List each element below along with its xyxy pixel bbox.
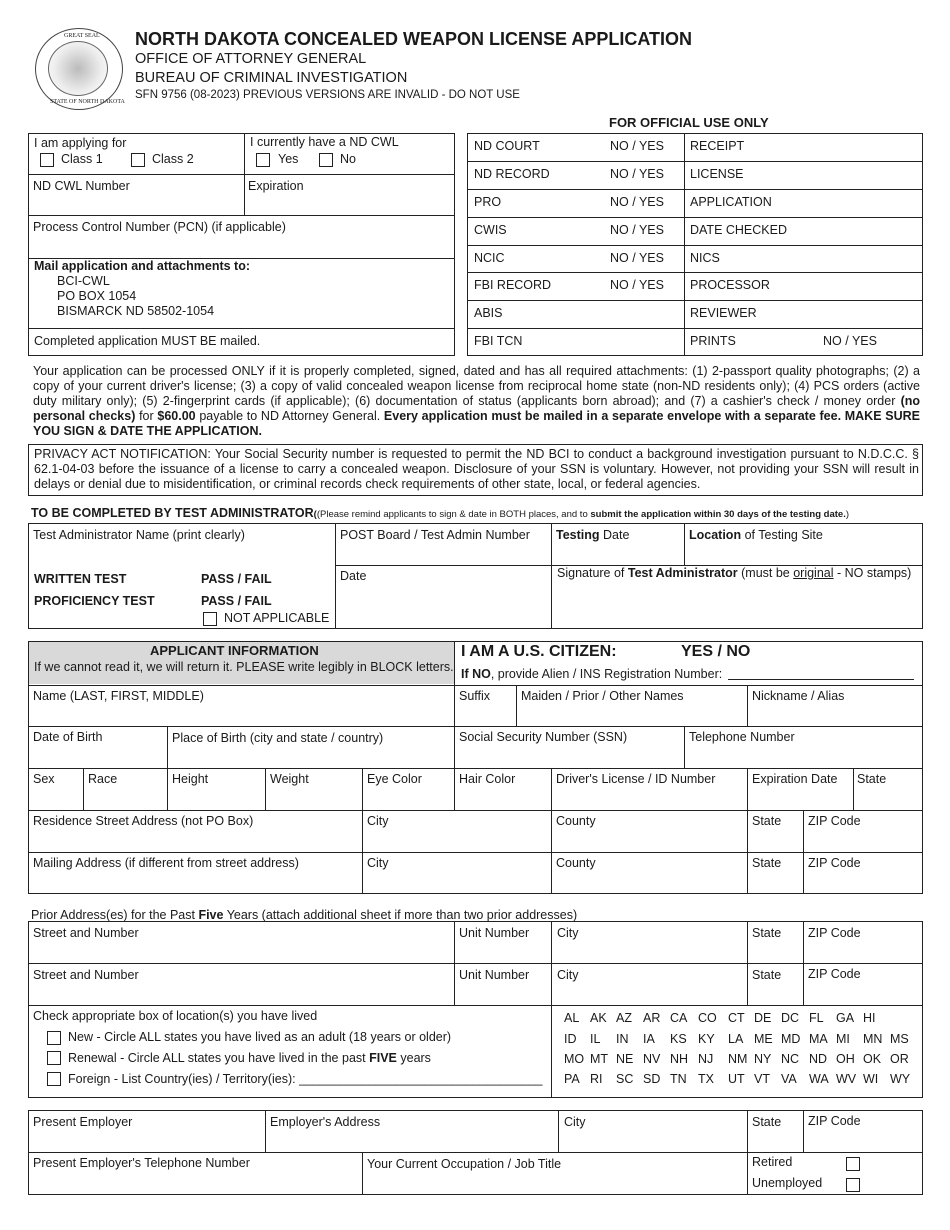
state-option[interactable]: TX — [698, 1072, 714, 1086]
mailing-county-field[interactable]: County — [556, 856, 596, 870]
not-applicable-checkbox[interactable] — [203, 612, 217, 626]
applicant-heading: APPLICANT INFORMATION — [150, 643, 319, 658]
prior2-state-field[interactable]: State — [752, 968, 782, 982]
state-option[interactable]: VA — [781, 1072, 797, 1086]
state-option[interactable]: CO — [698, 1011, 717, 1025]
test-admin-heading: TO BE COMPLETED BY TEST ADMINISTRATOR((Please remind applicants to sign & date in BOTH places, and to submit the application within 30 days of the testing date.) — [31, 506, 850, 520]
new-applicant-checkbox[interactable] — [47, 1031, 61, 1045]
weight-field[interactable]: Weight — [270, 772, 309, 786]
prior1-zip-field[interactable]: ZIP Code — [808, 926, 861, 940]
cwl-expiration-field[interactable]: Expiration — [248, 179, 304, 193]
state-seal-logo — [35, 28, 123, 110]
prior2-zip-field[interactable]: ZIP Code — [808, 967, 861, 981]
official-row-no-yes[interactable]: NO / YES — [610, 251, 664, 265]
residence-zip-field[interactable]: ZIP Code — [808, 814, 861, 828]
official-row-label: FBI RECORD — [474, 278, 552, 292]
prior2-city-field[interactable]: City — [557, 968, 579, 982]
mail-line2: PO BOX 1054 — [57, 289, 137, 303]
current-cwl-label: I currently have a ND CWL — [250, 135, 399, 149]
official-row-label: ABIS — [474, 306, 503, 320]
state-option[interactable]: CA — [670, 1011, 688, 1025]
retired-label: Retired — [752, 1155, 793, 1169]
dob-field[interactable]: Date of Birth — [33, 730, 103, 744]
post-board-field[interactable]: POST Board / Test Admin Number — [340, 528, 530, 542]
state-option[interactable]: UT — [728, 1072, 745, 1086]
prior-address-heading: Prior Address(es) for the Past Five Years (attach additional sheet if more than two prior addresses) — [31, 908, 578, 922]
applying-label: I am applying for — [34, 136, 127, 150]
testing-location-field[interactable]: Location of Testing Site — [689, 528, 823, 542]
state-option[interactable]: MD — [781, 1032, 801, 1046]
state-option[interactable]: VT — [754, 1072, 770, 1086]
state-option[interactable]: ID — [564, 1032, 577, 1046]
state-option[interactable]: NY — [754, 1052, 772, 1066]
state-option[interactable]: AL — [564, 1011, 580, 1025]
current-cwl-no-checkbox[interactable] — [319, 153, 333, 167]
citizen-label: I AM A U.S. CITIZEN: — [461, 643, 617, 660]
state-option[interactable]: OR — [890, 1052, 909, 1066]
official-row-right-label: DATE CHECKED — [690, 223, 788, 237]
applicant-subheading: If we cannot read it, we will return it. PLEASE write legibly in BLOCK letters. — [34, 660, 454, 674]
test-date-field[interactable]: Date — [340, 569, 367, 583]
official-row-no-yes[interactable]: NO / YES — [610, 167, 664, 181]
state-option[interactable]: AR — [643, 1011, 661, 1025]
official-row-label: ND RECORD — [474, 167, 550, 181]
employer-state-field[interactable]: State — [752, 1115, 782, 1129]
class1-label: Class 1 — [61, 152, 103, 166]
drivers-license-field[interactable]: Driver's License / ID Number — [556, 772, 716, 786]
mailing-state-field[interactable]: State — [752, 856, 782, 870]
privacy-text: PRIVACY ACT NOTIFICATION: Your Social Security number is requested to permit the ND BCI to conduct a background investigation pursuant to N.D.C.C. § 62.1-04-03 before the issuance of a license to carry a concealed weapon. Disclosure of your SSN is voluntary. However, not providing your SSN will result in delays or denial due to misidentification, or criminal records check requirements of other state, local, or federal agencies. — [34, 447, 919, 491]
state-option[interactable]: SC — [616, 1072, 634, 1086]
eye-color-field[interactable]: Eye Color — [367, 772, 422, 786]
state-option[interactable]: MA — [809, 1032, 828, 1046]
dl-expiration-field[interactable]: Expiration Date — [752, 772, 838, 786]
state-option[interactable]: AK — [590, 1011, 607, 1025]
mailed-note: Completed application MUST BE mailed. — [34, 334, 261, 348]
foreign-label[interactable]: Foreign - List Country(ies) / Territory(ies): ___________________________________ — [68, 1072, 543, 1086]
official-row-no-yes[interactable]: NO / YES — [610, 195, 664, 209]
state-option[interactable]: ND — [809, 1052, 828, 1066]
official-use-heading: FOR OFFICIAL USE ONLY — [609, 115, 769, 130]
renewal-checkbox[interactable] — [47, 1051, 61, 1065]
state-option[interactable]: IN — [616, 1032, 629, 1046]
state-option[interactable]: SD — [643, 1072, 661, 1086]
prior2-unit-field[interactable]: Unit Number — [459, 968, 530, 982]
alien-registration-line[interactable] — [728, 679, 914, 680]
location-check-label: Check appropriate box of location(s) you have lived — [33, 1009, 318, 1023]
official-row-label: PRO — [474, 195, 502, 209]
residence-state-field[interactable]: State — [752, 814, 782, 828]
state-option[interactable]: PA — [564, 1072, 580, 1086]
official-row-right-label: LICENSE — [690, 167, 744, 181]
state-option[interactable]: WV — [836, 1072, 857, 1086]
state-option[interactable]: MT — [590, 1052, 609, 1066]
employer-address-field[interactable]: Employer's Address — [270, 1115, 381, 1129]
official-row-right-label: REVIEWER — [690, 306, 757, 320]
employer-zip-field[interactable]: ZIP Code — [808, 1114, 861, 1128]
written-pass-fail[interactable]: PASS / FAIL — [201, 572, 272, 586]
official-row-right-label: APPLICATION — [690, 195, 772, 209]
seal-top-text: GREAT SEAL — [64, 33, 100, 39]
form-title: NORTH DAKOTA CONCEALED WEAPON LICENSE APPLICATION — [135, 29, 692, 49]
state-option[interactable]: WY — [890, 1072, 911, 1086]
employer-phone-field[interactable]: Present Employer's Telephone Number — [33, 1156, 250, 1170]
official-row-no-yes[interactable]: NO / YES — [610, 223, 664, 237]
mail-line1: BCI-CWL — [57, 274, 110, 288]
state-option[interactable]: GA — [836, 1011, 855, 1025]
state-option[interactable]: NJ — [698, 1052, 714, 1066]
official-row-no-yes[interactable]: NO / YES — [610, 278, 664, 292]
state-option[interactable]: IL — [590, 1032, 601, 1046]
state-option[interactable]: IA — [643, 1032, 655, 1046]
office-name: OFFICE OF ATTORNEY GENERAL — [135, 51, 367, 67]
state-option[interactable]: OH — [836, 1052, 855, 1066]
occupation-field[interactable]: Your Current Occupation / Job Title — [367, 1157, 562, 1171]
state-option[interactable]: WI — [863, 1072, 879, 1086]
residence-county-field[interactable]: County — [556, 814, 596, 828]
prior1-state-field[interactable]: State — [752, 926, 782, 940]
state-option[interactable]: KS — [670, 1032, 687, 1046]
mailing-city-field[interactable]: City — [367, 856, 389, 870]
proficiency-test-label: PROFICIENCY TEST — [34, 594, 155, 608]
maiden-names-field[interactable]: Maiden / Prior / Other Names — [521, 689, 684, 703]
sex-field[interactable]: Sex — [33, 772, 55, 786]
bureau-name: BUREAU OF CRIMINAL INVESTIGATION — [135, 70, 408, 86]
suffix-field[interactable]: Suffix — [459, 689, 491, 703]
official-row-label: FBI TCN — [474, 334, 523, 348]
telephone-field[interactable]: Telephone Number — [689, 730, 795, 744]
unemployed-checkbox[interactable] — [846, 1178, 860, 1192]
test-admin-signature-field[interactable]: Signature of Test Administrator (must be original - NO stamps) — [557, 566, 912, 580]
official-row-right-label: NICS — [690, 251, 720, 265]
state-option[interactable]: HI — [863, 1011, 876, 1025]
state-option[interactable]: NC — [781, 1052, 800, 1066]
proficiency-pass-fail[interactable]: PASS / FAIL — [201, 594, 272, 608]
state-option[interactable]: NH — [670, 1052, 689, 1066]
prior1-street-field[interactable]: Street and Number — [33, 926, 139, 940]
state-option[interactable]: WA — [809, 1072, 829, 1086]
state-option[interactable]: ME — [754, 1032, 773, 1046]
prior1-unit-field[interactable]: Unit Number — [459, 926, 530, 940]
mail-line3: BISMARCK ND 58502-1054 — [57, 304, 215, 318]
race-field[interactable]: Race — [88, 772, 118, 786]
mailing-zip-field[interactable]: ZIP Code — [808, 856, 861, 870]
state-option[interactable]: MO — [564, 1052, 585, 1066]
official-row-no-yes[interactable]: NO / YES — [610, 139, 664, 153]
pob-field[interactable]: Place of Birth (city and state / country) — [172, 731, 384, 745]
state-option[interactable]: OK — [863, 1052, 882, 1066]
state-option[interactable]: DE — [754, 1011, 772, 1025]
prior1-city-field[interactable]: City — [557, 926, 579, 940]
height-field[interactable]: Height — [172, 772, 209, 786]
class2-label: Class 2 — [152, 152, 194, 166]
official-row-label: CWIS — [474, 223, 507, 237]
written-test-label: WRITTEN TEST — [34, 572, 127, 586]
state-option[interactable]: DC — [781, 1011, 800, 1025]
foreign-checkbox[interactable] — [47, 1072, 61, 1086]
applicant-name-field[interactable]: Name (LAST, FIRST, MIDDLE) — [33, 689, 204, 703]
state-option[interactable]: MN — [863, 1032, 883, 1046]
employer-city-field[interactable]: City — [564, 1115, 586, 1129]
instructions-text: Your application can be processed ONLY if it is properly completed, signed, dated and has all required attachments: (1) 2-passport quality photographs; (2) a copy of your current driver's license; (3) a copy of valid concealed weapon license from reciprocal home state (non-ND residents only); (4) PCS orders (active duty military only); (5) 2-fingerprint cards (if applicable); (6) documentation of status (applicants born abroad); and (7) a cashier's check / money order (no personal checks) for $60.00 payable to ND Attorney General. Every application must be mailed in a separate envelope with a separate fee. MAKE SURE YOU SIGN & DATE THE APPLICATION. — [33, 364, 920, 438]
official-row-right-label: PROCESSOR — [690, 278, 770, 292]
new-applicant-label: New - Circle ALL states you have lived as an adult (18 years or older) — [68, 1030, 452, 1044]
official-row-right-label: PRINTS — [690, 334, 736, 348]
official-row-right-no-yes[interactable]: NO / YES — [823, 334, 877, 348]
mailing-address-field[interactable]: Mailing Address (if different from street address) — [33, 856, 299, 870]
testing-date-field[interactable]: Testing Date — [556, 528, 630, 542]
state-option[interactable]: RI — [590, 1072, 603, 1086]
unemployed-label: Unemployed — [752, 1176, 823, 1190]
current-cwl-yes-checkbox[interactable] — [256, 153, 270, 167]
test-admin-name-field[interactable]: Test Administrator Name (print clearly) — [33, 528, 245, 542]
state-option[interactable]: NM — [728, 1052, 748, 1066]
official-row-label: ND COURT — [474, 139, 540, 153]
state-option[interactable]: KY — [698, 1032, 715, 1046]
class2-checkbox[interactable] — [131, 153, 145, 167]
retired-checkbox[interactable] — [846, 1157, 860, 1171]
hair-color-field[interactable]: Hair Color — [459, 772, 516, 786]
dl-state-field[interactable]: State — [857, 772, 887, 786]
state-option[interactable]: AZ — [616, 1011, 632, 1025]
cwl-number-field[interactable]: ND CWL Number — [33, 179, 130, 193]
residence-city-field[interactable]: City — [367, 814, 389, 828]
state-option[interactable]: MI — [836, 1032, 850, 1046]
current-cwl-yes-label: Yes — [278, 152, 299, 166]
state-option[interactable]: FL — [809, 1011, 824, 1025]
class1-checkbox[interactable] — [40, 153, 54, 167]
official-row-right-label: RECEIPT — [690, 139, 745, 153]
form-id: SFN 9756 (08-2023) PREVIOUS VERSIONS ARE INVALID - DO NOT USE — [135, 89, 520, 101]
state-option[interactable]: CT — [728, 1011, 745, 1025]
pcn-field[interactable]: Process Control Number (PCN) (if applicable) — [33, 220, 286, 234]
renewal-label: Renewal - Circle ALL states you have lived in the past FIVE years — [68, 1051, 431, 1065]
seal-bottom-text: STATE OF NORTH DAKOTA — [50, 99, 125, 105]
not-applicable-label: NOT APPLICABLE — [224, 611, 330, 625]
current-cwl-no-label: No — [340, 152, 356, 166]
ssn-field[interactable]: Social Security Number (SSN) — [459, 730, 628, 744]
alien-registration-label: If NO, provide Alien / INS Registration Number: — [461, 667, 723, 681]
state-option[interactable]: NE — [616, 1052, 634, 1066]
mail-heading: Mail application and attachments to: — [34, 259, 250, 273]
state-option[interactable]: TN — [670, 1072, 687, 1086]
state-option[interactable]: MS — [890, 1032, 909, 1046]
official-row-label: NCIC — [474, 251, 505, 265]
residence-address-field[interactable]: Residence Street Address (not PO Box) — [33, 814, 254, 828]
nickname-field[interactable]: Nickname / Alias — [752, 689, 845, 703]
employer-name-field[interactable]: Present Employer — [33, 1115, 133, 1129]
prior2-street-field[interactable]: Street and Number — [33, 968, 139, 982]
state-option[interactable]: LA — [728, 1032, 744, 1046]
citizen-yes-no[interactable]: YES / NO — [681, 643, 751, 660]
state-option[interactable]: NV — [643, 1052, 661, 1066]
